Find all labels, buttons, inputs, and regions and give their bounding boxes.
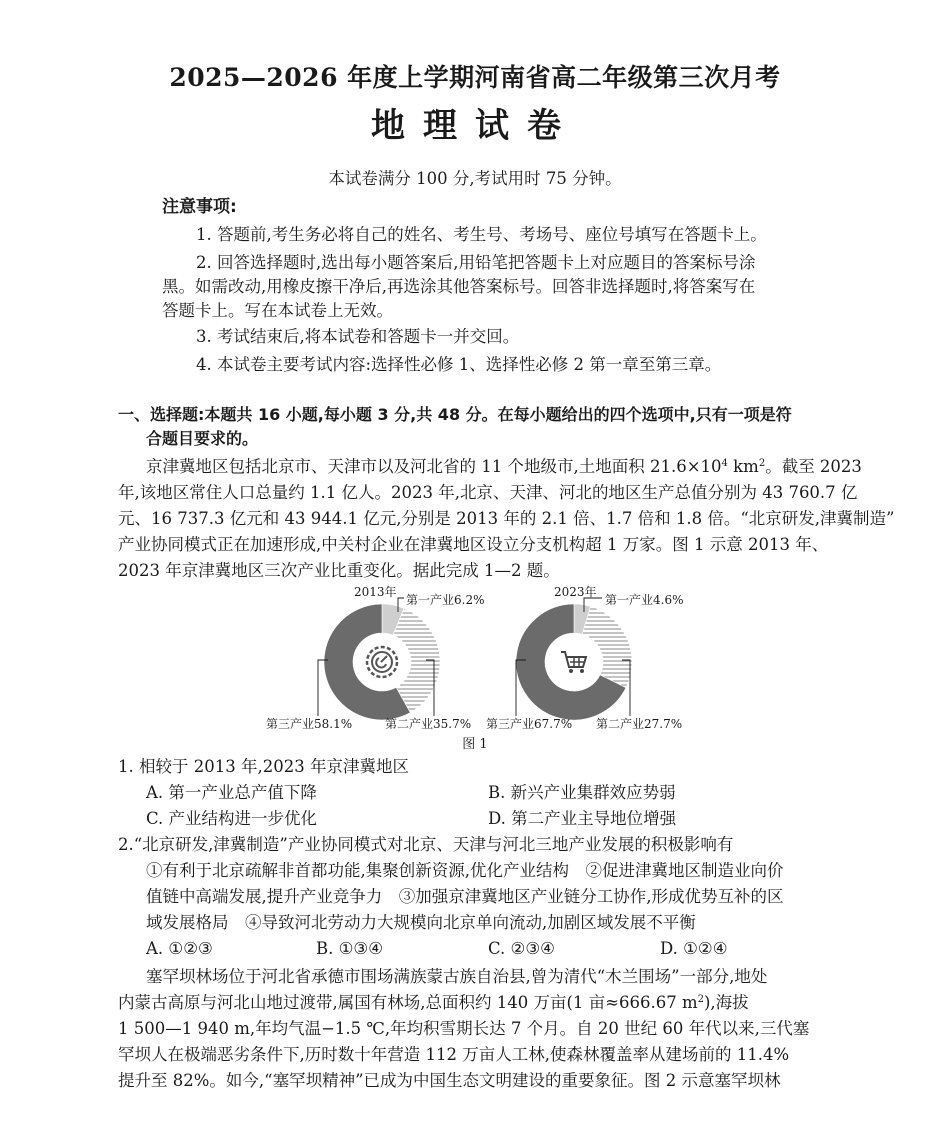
gear-icon	[367, 647, 397, 677]
chart-title: 2023年	[554, 585, 597, 599]
question-2-stem: 2.“北京研发,津冀制造”产业协同模式对北京、天津与河北三地产业发展的积极影响有	[118, 835, 734, 854]
question-2-option-b: B. ①③④	[316, 939, 383, 958]
figure1-donut-charts	[250, 580, 710, 750]
question-2-option-d: D. ①②④	[660, 939, 728, 958]
notice-item: 3. 考试结束后,将本试卷和答题卡一并交回。	[196, 327, 520, 346]
chart-title: 2013年	[354, 585, 397, 599]
question-2-option-a: A. ①②③	[146, 939, 213, 958]
notice-heading: 注意事项:	[162, 197, 237, 217]
section-heading-cont: 合题目要求的。	[146, 429, 259, 448]
passage1-line: 产业协同模式正在加速形成,中关村企业在津冀地区设立分支机构超 1 万家。图 1 示意 2013 年、	[118, 535, 829, 554]
passage1-line: 2023 年京津冀地区三次产业比重变化。据此完成 1—2 题。	[118, 561, 560, 580]
data-label-primary: 第一产业6.2%	[406, 593, 485, 607]
passage1-line: 元、16 737.3 亿元和 43 944.1 亿元,分别是 2013 年的 2.1 倍、1.7 倍和 1.8 倍。“北京研发,津冀制造”	[118, 509, 895, 528]
passage1-line: 京津冀地区包括北京市、天津市以及河北省的 11 个地级市,土地面积 $21.6\times 10^4$ $km^2$。截至 2023	[146, 457, 862, 476]
question-2-statements: 值链中高端发展,提升产业竞争力 ③加强京津冀地区产业链分工协作,形成优势互补的区	[146, 887, 784, 906]
question-1-option-b: B. 新兴产业集群效应势弱	[488, 783, 676, 802]
data-label-primary: 第一产业4.6%	[605, 593, 684, 607]
passage2-line: 1 500—1 940 m,年均气温−1.5 ℃,年均积雪期长达 7 个月。自 20 世纪 60 年代以来,三代塞	[118, 1019, 810, 1038]
question-1-option-a: A. 第一产业总产值下降	[146, 783, 317, 802]
notice-item: 2. 回答选择题时,选出每小题答案后,用铅笔把答题卡上对应题目的答案标号涂	[196, 253, 756, 272]
data-label-tertiary: 第三产业67.7%	[486, 717, 573, 731]
section-heading: 一、选择题:本题共 16 小题,每小题 3 分,共 48 分。在每小题给出的四个选项中,只有一项是符	[118, 405, 792, 424]
donut-slice-secondary	[582, 606, 632, 687]
data-label-secondary: 第二产业27.7%	[596, 717, 683, 731]
data-label-secondary: 第二产业35.7%	[385, 717, 472, 731]
notice-item: 黑。如需改动,用橡皮擦干净后,再选涂其他答案标号。回答非选择题时,将答案写在	[162, 277, 756, 296]
notice-item: 1. 答题前,考生务必将自己的姓名、考生号、考场号、座位号填写在答题卡上。	[196, 225, 767, 244]
question-2-option-c: C. ②③④	[488, 939, 555, 958]
passage2-line: 罕坝人在极端恶劣条件下,历时数十年营造 112 万亩人工林,使森林覆盖率从建场前的 11.4%	[118, 1045, 790, 1064]
exam-subject-title: 地理试卷	[371, 106, 579, 146]
exam-info: 本试卷满分 100 分,考试用时 75 分钟。	[328, 169, 622, 188]
question-1-stem: 1. 相较于 2013 年,2023 年京津冀地区	[118, 757, 409, 776]
notice-item: 答题卡上。写在本试卷上无效。	[162, 301, 393, 320]
question-2-statements: 域发展格局 ④导致河北劳动力大规模向北京单向流动,加剧区域发展不平衡	[146, 913, 696, 932]
data-label-tertiary: 第三产业58.1%	[266, 717, 353, 731]
exam-title: 2025—2026 年度上学期河南省高二年级第三次月考	[169, 63, 781, 92]
notice-item: 4. 本试卷主要考试内容:选择性必修 1、选择性必修 2 第一章至第三章。	[196, 355, 722, 374]
passage2-line: 提升至 82%。如今,“塞罕坝精神”已成为中国生态文明建设的重要象征。图 2 示意塞罕坝林	[118, 1071, 781, 1090]
question-2-statements: ①有利于北京疏解非首都功能,集聚创新资源,优化产业结构 ②促进津冀地区制造业向价	[146, 861, 784, 880]
figure1-caption: 图 1	[462, 737, 488, 752]
question-1-option-c: C. 产业结构进一步优化	[146, 809, 318, 828]
passage2-line: 塞罕坝林场位于河北省承德市围场满族蒙古族自治县,曾为清代“木兰围场”一部分,地处	[146, 967, 768, 986]
shopping-cart-icon	[561, 652, 586, 673]
passage2-line: 内蒙古高原与河北山地过渡带,属国有林场,总面积约 140 万亩(1 亩≈666.67 $m^2$),海拔	[118, 993, 749, 1012]
question-1-option-d: D. 第二产业主导地位增强	[488, 809, 677, 828]
passage1-line: 年,该地区常住人口总量约 1.1 亿人。2023 年,北京、天津、河北的地区生产总值分别为 43 760.7 亿	[118, 483, 858, 502]
